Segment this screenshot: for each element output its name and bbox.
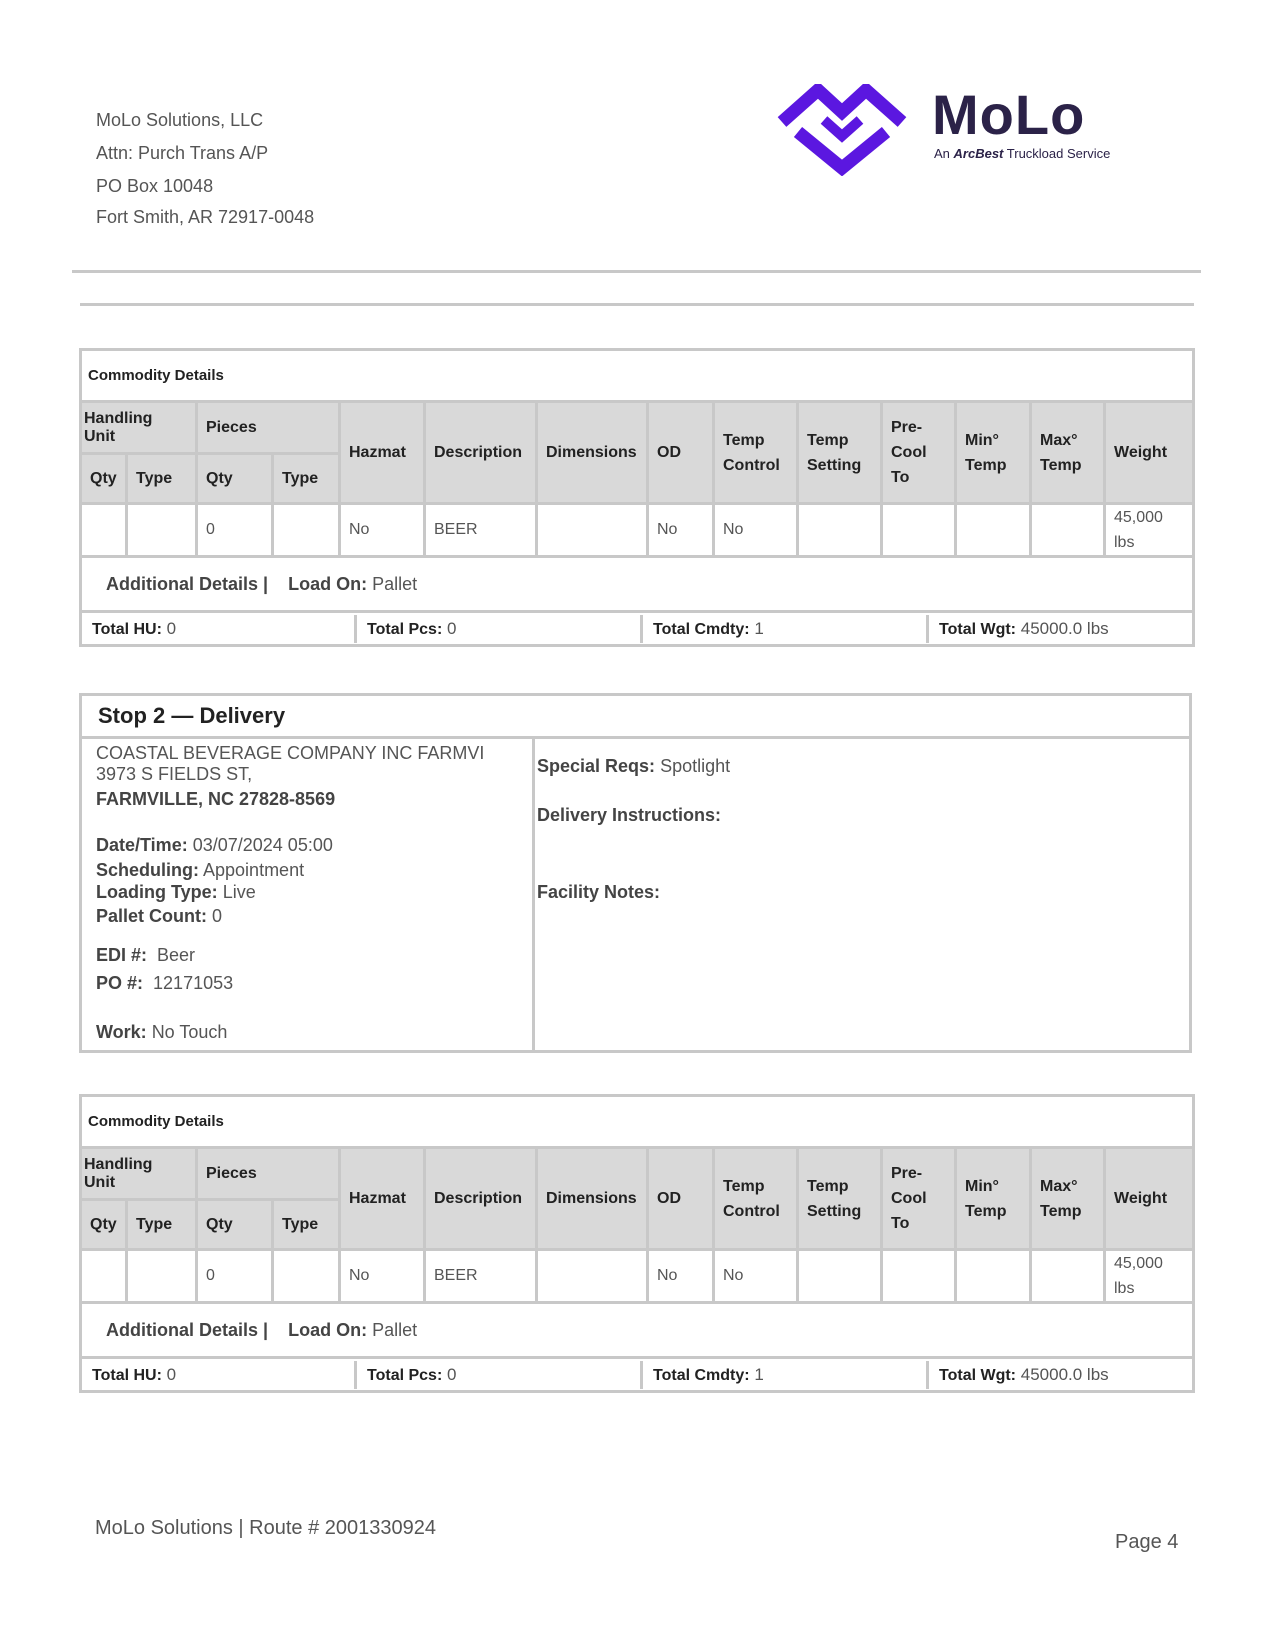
additional-details (81, 1303, 1194, 1358)
load-on-value: Pallet (372, 573, 418, 594)
temp-setting-header: Temp Setting (798, 1148, 882, 1250)
additional-details-label: Additional Details | (106, 1319, 269, 1340)
divider (80, 303, 1194, 306)
hu-type-header: Type (127, 454, 197, 504)
total-cmdty: 1 (754, 618, 764, 638)
pcs-type-cell (273, 1250, 340, 1303)
total-wgt: 45000.0 lbs (1020, 618, 1109, 638)
min-temp-cell (956, 1250, 1031, 1303)
temp-setting-cell (798, 504, 882, 557)
address-line: Attn: Purch Trans A/P (96, 143, 269, 163)
address-line: MoLo Solutions, LLC (96, 110, 264, 130)
hu-qty-header: Qty (81, 1200, 127, 1250)
pieces-header: Pieces (197, 402, 340, 454)
table-row (81, 504, 1194, 557)
weight-cell: 45,000 lbs (1105, 504, 1194, 557)
description-cell: BEER (425, 1250, 537, 1303)
hu-qty-cell (81, 1250, 127, 1303)
commodity-table (79, 1094, 1195, 1393)
scheduling: Scheduling: Appointment (96, 860, 305, 880)
dimensions-cell (537, 1250, 648, 1303)
commodity-table (79, 348, 1195, 647)
od-cell: No (648, 504, 714, 557)
tagline-suffix: Truckload Service (1006, 146, 1111, 161)
work: Work: No Touch (96, 1022, 228, 1042)
pcs-type-cell (273, 504, 340, 557)
hu-qty-cell (81, 504, 127, 557)
pcs-type-header: Type (273, 454, 340, 504)
company-name: COASTAL BEVERAGE COMPANY INC FARMVI (96, 743, 485, 763)
temp-setting-header: Temp Setting (798, 402, 882, 504)
commodity-title: Commodity Details (81, 1096, 1194, 1148)
max-temp-header: Max° Temp (1031, 1148, 1105, 1250)
facility-notes-label: Facility Notes: (537, 882, 661, 902)
logo-tagline (934, 146, 1110, 161)
load-on-label: Load On: (288, 1319, 368, 1340)
max-temp-cell (1031, 504, 1105, 557)
temp-setting-cell (798, 1250, 882, 1303)
hazmat-cell: No (340, 504, 425, 557)
pcs-type-header: Type (273, 1200, 340, 1250)
address-line: PO Box 10048 (96, 176, 214, 196)
stop-title: Stop 2 — Delivery (82, 696, 1189, 739)
min-temp-header: Min° Temp (956, 402, 1031, 504)
footer-route: MoLo Solutions | Route # 2001330924 (95, 1517, 437, 1539)
precool-cell (882, 1250, 956, 1303)
hu-type-cell (127, 1250, 197, 1303)
temp-control-cell: No (714, 1250, 798, 1303)
pcs-qty-header: Qty (197, 454, 273, 504)
od-header: OD (648, 402, 714, 504)
tagline-prefix: An (934, 146, 950, 161)
hazmat-cell: No (340, 1250, 425, 1303)
table-row (81, 1250, 1194, 1303)
pieces-header: Pieces (197, 1148, 340, 1200)
pcs-qty-header: Qty (197, 1200, 273, 1250)
min-temp-cell (956, 504, 1031, 557)
pcs-qty-cell: 0 (197, 504, 273, 557)
city-state-zip: FARMVILLE, NC 27828-8569 (96, 789, 336, 809)
stop-details (82, 739, 535, 1050)
hu-qty-header: Qty (81, 454, 127, 504)
total-pcs: 0 (447, 618, 457, 638)
street-address: 3973 S FIELDS ST, (96, 764, 253, 784)
stop-notes (521, 739, 1189, 1050)
additional-details (81, 557, 1194, 612)
load-on-value: Pallet (372, 1319, 418, 1340)
dimensions-cell (537, 504, 648, 557)
additional-details-label: Additional Details | (106, 573, 269, 594)
divider (72, 270, 1201, 273)
min-temp-header: Min° Temp (956, 1148, 1031, 1250)
po-number: PO #: 12171053 (96, 973, 234, 993)
special-reqs: Special Reqs: Spotlight (537, 756, 731, 776)
totals-row: Total HU: 0 Total Pcs: 0 Total Cmdty: 1 Total Wgt: 45000.0 lbs (81, 612, 1194, 646)
billing-address (96, 104, 314, 228)
weight-cell: 45,000 lbs (1105, 1250, 1194, 1303)
commodity-title: Commodity Details (81, 350, 1194, 402)
loading-type: Loading Type: Live (96, 882, 256, 902)
total-hu: 0 (166, 618, 177, 638)
handling-unit-header: Handling Unit (81, 402, 197, 454)
max-temp-header: Max° Temp (1031, 402, 1105, 504)
weight-header: Weight (1105, 1148, 1194, 1250)
precool-cell (882, 504, 956, 557)
precool-header: Pre- Cool To (882, 1148, 956, 1250)
hazmat-header: Hazmat (340, 1148, 425, 1250)
address-line: Fort Smith, AR 72917-0048 (96, 207, 315, 227)
pallet-count: Pallet Count: 0 (96, 906, 223, 926)
total-hu: 0 (166, 1364, 177, 1384)
od-cell: No (648, 1250, 714, 1303)
load-on-label: Load On: (288, 573, 368, 594)
molo-logo (776, 84, 1156, 176)
description-header: Description (425, 402, 537, 504)
edi-number: EDI #: Beer (96, 945, 196, 965)
page-number: Page 4 (1115, 1531, 1179, 1553)
hu-type-header: Type (127, 1200, 197, 1250)
precool-header: Pre- Cool To (882, 402, 956, 504)
logo-wordmark: MoLo (932, 83, 1086, 146)
dimensions-header: Dimensions (537, 402, 648, 504)
datetime: Date/Time: 03/07/2024 05:00 (96, 835, 333, 855)
stop-section (79, 693, 1192, 1053)
delivery-instructions-label: Delivery Instructions: (537, 805, 722, 825)
temp-control-header: Temp Control (714, 402, 798, 504)
handling-unit-header: Handling Unit (81, 1148, 197, 1200)
hu-type-cell (127, 504, 197, 557)
hazmat-header: Hazmat (340, 402, 425, 504)
temp-control-cell: No (714, 504, 798, 557)
pcs-qty-cell: 0 (197, 1250, 273, 1303)
weight-header: Weight (1105, 402, 1194, 504)
total-pcs: 0 (447, 1364, 457, 1384)
od-header: OD (648, 1148, 714, 1250)
max-temp-cell (1031, 1250, 1105, 1303)
temp-control-header: Temp Control (714, 1148, 798, 1250)
totals-row: Total HU: 0 Total Pcs: 0 Total Cmdty: 1 Total Wgt: 45000.0 lbs (81, 1358, 1194, 1392)
total-cmdty: 1 (754, 1364, 764, 1384)
dimensions-header: Dimensions (537, 1148, 648, 1250)
description-cell: BEER (425, 504, 537, 557)
total-wgt: 45000.0 lbs (1020, 1364, 1109, 1384)
description-header: Description (425, 1148, 537, 1250)
tagline-brand: ArcBest (953, 146, 1004, 161)
